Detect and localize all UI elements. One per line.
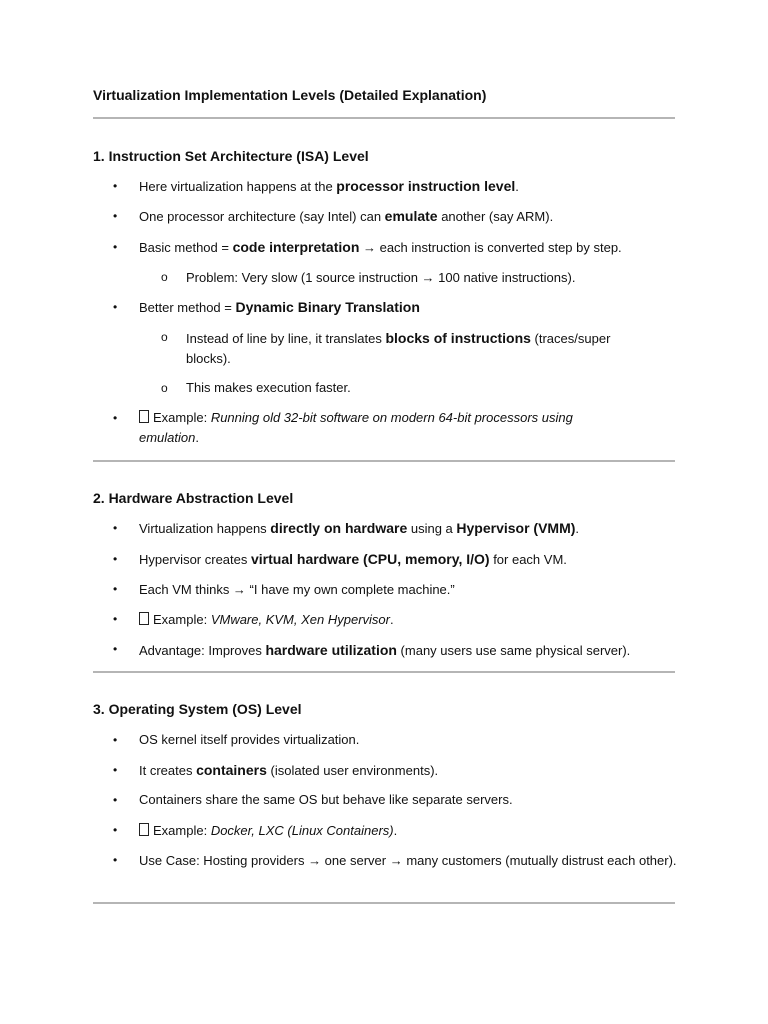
bullet: •: [113, 823, 118, 837]
list-item: Better method = Dynamic Binary Translation: [139, 299, 420, 315]
section-heading-isa: 1. Instruction Set Architecture (ISA) Level: [93, 148, 369, 164]
list-item: One processor architecture (say Intel) can emulate another (say ARM).: [139, 208, 554, 224]
divider: [93, 902, 675, 904]
sub-list-item: Instead of line by line, it translates blocks of instructions (traces/super blocks).: [186, 330, 611, 366]
bullet: •: [113, 793, 118, 807]
bullet: •: [113, 411, 118, 425]
missing-glyph-icon: [139, 823, 149, 836]
sub-bullet: o: [161, 330, 168, 344]
missing-glyph-icon: [139, 410, 149, 423]
bullet: •: [113, 521, 118, 535]
list-item: Hypervisor creates virtual hardware (CPU, memory, I/O) for each VM.: [139, 551, 567, 567]
section-heading-hardware: 2. Hardware Abstraction Level: [93, 490, 294, 506]
bullet: •: [113, 733, 118, 747]
divider: [93, 460, 675, 462]
list-item: Basic method = code interpretation → each instruction is converted step by step.: [139, 239, 622, 255]
sub-bullet: o: [161, 270, 168, 284]
section-heading-os: 3. Operating System (OS) Level: [93, 701, 302, 717]
bullet: •: [113, 240, 118, 254]
divider: [93, 117, 675, 119]
bullet: •: [113, 642, 118, 656]
bullet: •: [113, 582, 118, 596]
list-item: Each VM thinks → “I have my own complete machine.”: [139, 582, 455, 597]
sub-list-item: Problem: Very slow (1 source instruction → 100 native instructions).: [186, 270, 576, 285]
list-item: Here virtualization happens at the processor instruction level.: [139, 178, 519, 194]
missing-glyph-icon: [139, 612, 149, 625]
list-item: Example: VMware, KVM, Xen Hypervisor.: [139, 610, 679, 630]
list-item: Advantage: Improves hardware utilization (many users use same physical server).: [139, 642, 631, 658]
sub-bullet: o: [161, 381, 168, 395]
sub-list-item: This makes execution faster.: [186, 380, 351, 395]
list-item: Containers share the same OS but behave like separate servers.: [139, 792, 513, 807]
list-item: Example: Docker, LXC (Linux Containers).: [139, 821, 679, 841]
list-item: It creates containers (isolated user environments).: [139, 762, 439, 778]
bullet: •: [113, 552, 118, 566]
bullet: •: [113, 179, 118, 193]
bullet: •: [113, 853, 118, 867]
bullet: •: [113, 300, 118, 314]
list-item: Use Case: Hosting providers → one server → many customers (mutually distrust each other).: [139, 853, 677, 868]
list-item: OS kernel itself provides virtualization.: [139, 732, 360, 747]
list-item: Virtualization happens directly on hardware using a Hypervisor (VMM).: [139, 520, 580, 536]
list-item: Example: Running old 32-bit software on modern 64-bit processors using emulation.: [139, 410, 573, 445]
divider: [93, 671, 675, 673]
bullet: •: [113, 209, 118, 223]
bullet: •: [113, 763, 118, 777]
bullet: •: [113, 612, 118, 626]
document-title: Virtualization Implementation Levels (Detailed Explanation): [93, 87, 487, 103]
